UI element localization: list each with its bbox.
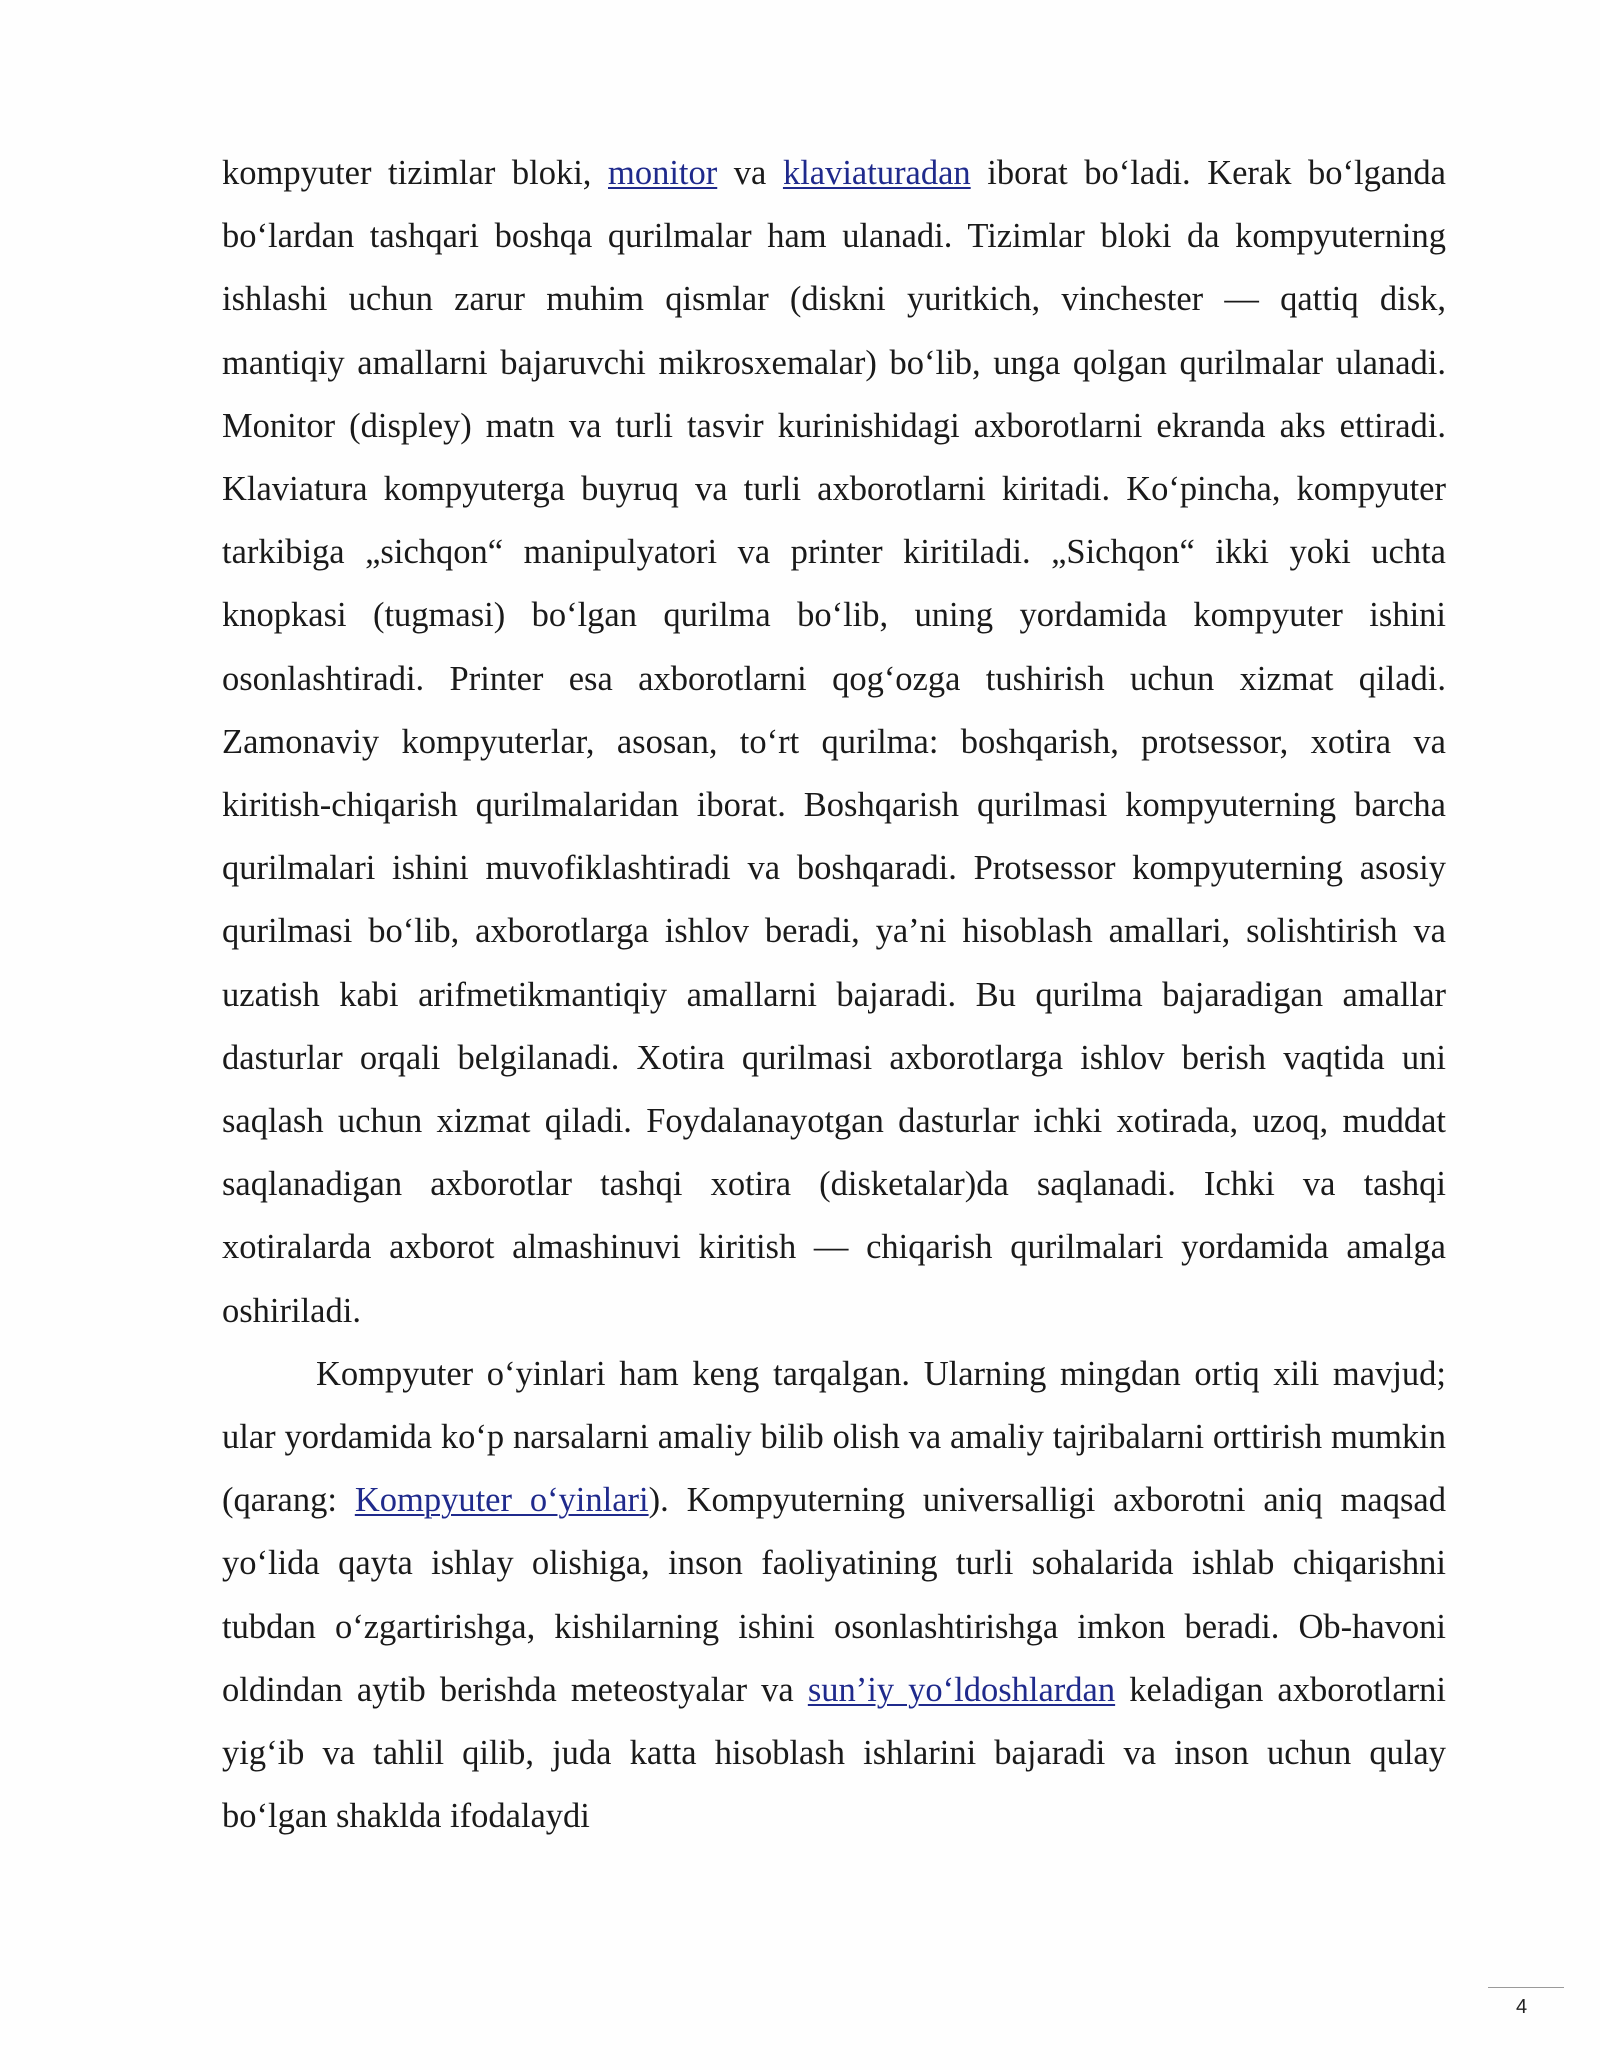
paragraph-computer-components bbox=[222, 142, 1446, 1343]
link-monitor[interactable]: monitor bbox=[608, 154, 718, 192]
link-klaviaturadan[interactable]: klaviaturadan bbox=[782, 154, 971, 192]
footer-divider bbox=[1488, 1987, 1564, 1988]
text-segment: ). Kompyuterning universalligi axborotni aniq maqsad yo‘lida qayta ishlay olishiga, inson faoliyatining turli sohalarida ishlab chiqarishni tubdan o‘zgartirishga, kishilarning ishini osonlashtirishga imkon beradi. Ob-havoni oldindan aytib berishda meteostyalar va bbox=[222, 1481, 1446, 1709]
text-segment: keladigan axborotlarni yig‘ib va tahlil qilib, juda katta hisoblash ishlarini bajaradi va inson uchun qulay bo‘lgan shaklda ifodalaydi bbox=[222, 1670, 1447, 1836]
page-number: 4 bbox=[1516, 1996, 1528, 2018]
body-text bbox=[222, 142, 1446, 1848]
link-kompyuter-oyinlari[interactable]: Kompyuter o‘yinlari bbox=[354, 1481, 649, 1520]
text-segment: iborat bo‘ladi. Kerak bo‘lganda bo‘lardan tashqari boshqa qurilmalar ham ulanadi. Tizimlar bloki da kompyuterning ishlashi uchun zarur muhim qismlar (diskni yuritkich, vinchester — qattiq disk, mantiqiy amallarni bajaruvchi mikrosxemalar) bo‘lib, unga qolgan qurilmalar ulanadi. Monitor (displey) matn va turli tasvir kurinishidagi axborotlarni ekranda aks ettiradi. Klaviatura kompyuterga buyruq va turli axborotlarni kiritadi. Ko‘pincha, kompyuter tarkibiga „sichqon“ manipulyatori va printer kiritiladi. „Sichqon“ ikki yoki uchta knopkasi (tugmasi) bo‘lgan qurilma bo‘lib, uning yordamida kompyuter ishini osonlashtiradi. Printer esa axborotlarni qog‘ozga tushirish uchun xizmat qiladi. Zamonaviy kompyuterlar, asosan, to‘rt qurilma: boshqarish, protsessor, xotira va kiritish-chiqarish qurilmalaridan iborat. Boshqarish qurilmasi kompyuterning barcha qurilmalari ishini muvofiklashtiradi va boshqaradi. Protsessor kompyuterning asosiy qurilmasi bo‘lib, axborotlarga ishlov beradi, ya’ni hisoblash amallari, solishtirish va uzatish kabi arifmetikmantiqiy amallarni bajaradi. Bu qurilma bajaradigan amallar dasturlar orqali belgilanadi. Xotira qurilmasi axborotlarga ishlov berish vaqtida uni saqlash uchun xizmat qiladi. Foydalanayotgan dasturlar ichki xotirada, uzoq, muddat saqlanadigan axborotlar tashqi xotira (disketalar)da saqlanadi. Ichki va tashqi xotiralarda axborot almashinuvi kiritish — chiqarish qurilmalari yordamida amalga oshiriladi. bbox=[222, 154, 1446, 1330]
link-suniy-yoldoshlardan[interactable]: sun’iy yo‘ldoshlardan bbox=[807, 1670, 1116, 1709]
text-segment: Kompyuter o‘yinlari ham keng tarqalgan. Ularning mingdan ortiq xili mavjud; ular yordamida ko‘p narsalarni amaliy bilib olish va amaliy tajribalarni orttirish mumkin (qarang: bbox=[222, 1354, 1446, 1520]
text-segment: va bbox=[717, 154, 783, 192]
paragraph-computer-games bbox=[222, 1343, 1446, 1849]
text-segment: kompyuter tizimlar bloki, bbox=[222, 154, 608, 192]
